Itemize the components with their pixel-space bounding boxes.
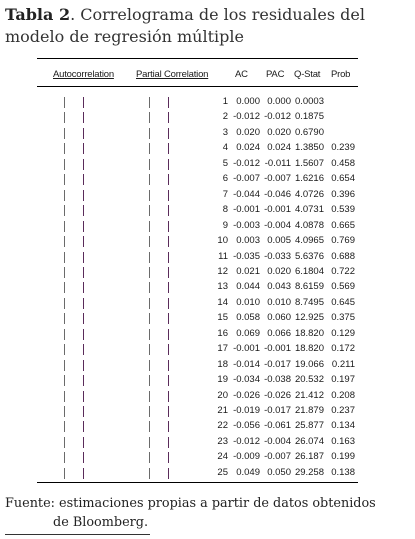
table-row xyxy=(37,234,358,249)
cell-prob: 0.134 xyxy=(331,420,355,432)
cell-qstat: 21.879 xyxy=(294,405,324,416)
pac-left-edge-bar xyxy=(149,329,150,340)
pac-left-edge-bar xyxy=(149,375,150,386)
cell-prob: 0.138 xyxy=(331,466,355,478)
ac-center-bar xyxy=(83,344,84,355)
cell-ac: -0.001 xyxy=(233,343,260,355)
cell-ac: -0.026 xyxy=(233,389,260,401)
ac-left-edge-bar xyxy=(64,97,65,108)
ac-center-bar xyxy=(83,313,84,324)
cell-pac: -0.026 xyxy=(264,389,291,401)
pac-center-bar xyxy=(168,375,169,386)
cell-pac: -0.017 xyxy=(264,405,291,416)
pac-left-edge-bar xyxy=(149,112,150,123)
ac-center-bar xyxy=(83,452,84,463)
table-row xyxy=(37,188,358,203)
ac-left-edge-bar xyxy=(64,174,65,185)
table-row xyxy=(37,141,358,156)
cell-ac: -0.034 xyxy=(233,374,260,386)
table-row xyxy=(37,95,358,110)
cell-qstat: 21.412 xyxy=(294,389,324,401)
cell-ac: 0.020 xyxy=(236,126,260,138)
cell-qstat: 8.7495 xyxy=(294,296,324,308)
cell-lag: 23 xyxy=(217,435,228,447)
cell-lag: 1 xyxy=(222,96,228,107)
cell-qstat: 8.6159 xyxy=(294,281,324,293)
cell-pac: 0.066 xyxy=(267,327,291,339)
cell-prob: 0.197 xyxy=(331,374,355,386)
cell-ac: 0.058 xyxy=(236,312,260,324)
ac-center-bar xyxy=(83,437,84,448)
cell-qstat: 4.0878 xyxy=(294,219,324,231)
cell-lag: 24 xyxy=(217,451,228,463)
cell-ac: 0.000 xyxy=(236,96,260,107)
table-row xyxy=(37,358,358,373)
pac-left-edge-bar xyxy=(149,313,150,324)
cell-ac: -0.019 xyxy=(233,405,260,416)
table-row xyxy=(37,296,358,311)
ac-center-bar xyxy=(83,375,84,386)
cell-lag: 15 xyxy=(217,312,228,324)
table-row xyxy=(37,250,358,265)
header-partial-correlation: Partial Correlation xyxy=(136,69,209,80)
ac-center-bar xyxy=(83,112,84,123)
cell-prob: 0.208 xyxy=(331,389,355,401)
cell-qstat: 1.3850 xyxy=(294,142,324,154)
table-row xyxy=(37,219,358,234)
cell-prob: 0.645 xyxy=(331,296,355,308)
ac-left-edge-bar xyxy=(64,421,65,432)
ac-center-bar xyxy=(83,159,84,170)
cell-pac: -0.017 xyxy=(264,358,291,370)
cell-prob: 0.375 xyxy=(331,312,355,324)
cell-lag: 9 xyxy=(222,219,228,231)
cell-qstat: 0.1875 xyxy=(294,111,324,123)
ac-left-edge-bar xyxy=(64,391,65,402)
pac-center-bar xyxy=(168,236,169,247)
pac-left-edge-bar xyxy=(149,97,150,108)
pac-left-edge-bar xyxy=(149,252,150,263)
cell-ac: 0.010 xyxy=(236,296,260,308)
pac-center-bar xyxy=(168,282,169,293)
ac-left-edge-bar xyxy=(64,329,65,340)
cell-ac: -0.056 xyxy=(233,420,260,432)
cell-pac: 0.043 xyxy=(267,281,291,293)
header-ac: AC xyxy=(235,69,248,80)
pac-left-edge-bar xyxy=(149,159,150,170)
cell-lag: 11 xyxy=(218,250,228,262)
ac-left-edge-bar xyxy=(64,190,65,201)
table-row xyxy=(37,435,358,450)
ac-left-edge-bar xyxy=(64,406,65,417)
pac-left-edge-bar xyxy=(149,282,150,293)
cell-lag: 8 xyxy=(222,204,228,216)
table-row xyxy=(37,203,358,218)
ac-center-bar xyxy=(83,236,84,247)
pac-left-edge-bar xyxy=(149,344,150,355)
cell-ac: -0.003 xyxy=(233,219,260,231)
cell-pac: -0.038 xyxy=(264,374,291,386)
pac-center-bar xyxy=(168,391,169,402)
cell-qstat: 5.6376 xyxy=(294,250,324,262)
ac-center-bar xyxy=(83,190,84,201)
ac-center-bar xyxy=(83,468,84,479)
cell-lag: 25 xyxy=(217,466,228,478)
cell-lag: 4 xyxy=(222,142,228,154)
cell-lag: 3 xyxy=(222,126,228,138)
cell-ac: -0.014 xyxy=(233,358,260,370)
cell-pac: 0.024 xyxy=(267,142,291,154)
cell-lag: 22 xyxy=(217,420,228,432)
pac-center-bar xyxy=(168,421,169,432)
pac-center-bar xyxy=(168,174,169,185)
pac-center-bar xyxy=(168,329,169,340)
pac-left-edge-bar xyxy=(149,391,150,402)
table-caption xyxy=(5,4,410,48)
pac-center-bar xyxy=(168,406,169,417)
pac-center-bar xyxy=(168,205,169,216)
pac-left-edge-bar xyxy=(149,406,150,417)
cell-ac: 0.003 xyxy=(236,235,260,247)
cell-ac: 0.024 xyxy=(236,142,260,154)
cell-pac: 0.050 xyxy=(267,466,291,478)
pac-center-bar xyxy=(168,221,169,232)
header-prob: Prob xyxy=(331,69,351,80)
ac-left-edge-bar xyxy=(64,159,65,170)
ac-center-bar xyxy=(83,406,84,417)
cell-prob: 0.163 xyxy=(331,435,355,447)
table-row xyxy=(37,280,358,295)
cell-lag: 14 xyxy=(217,296,228,308)
pac-center-bar xyxy=(168,437,169,448)
ac-center-bar xyxy=(83,143,84,154)
ac-center-bar xyxy=(83,221,84,232)
table-row xyxy=(37,157,358,172)
pac-center-bar xyxy=(168,267,169,278)
cell-qstat: 19.066 xyxy=(294,358,324,370)
cell-lag: 19 xyxy=(217,374,228,386)
cell-ac: 0.049 xyxy=(236,466,260,478)
cell-lag: 16 xyxy=(217,327,228,339)
pac-center-bar xyxy=(168,159,169,170)
cell-ac: 0.044 xyxy=(236,281,260,293)
table-row xyxy=(37,126,358,141)
table-row xyxy=(37,419,358,434)
ac-left-edge-bar xyxy=(64,344,65,355)
cell-prob: 0.239 xyxy=(331,142,355,154)
cell-pac: -0.001 xyxy=(264,204,291,216)
ac-left-edge-bar xyxy=(64,112,65,123)
correlogram-table xyxy=(37,55,358,485)
pac-center-bar xyxy=(168,452,169,463)
cell-qstat: 4.0965 xyxy=(294,235,324,247)
ac-center-bar xyxy=(83,252,84,263)
cell-qstat: 1.6216 xyxy=(294,173,324,185)
ac-left-edge-bar xyxy=(64,221,65,232)
ac-left-edge-bar xyxy=(64,313,65,324)
cell-qstat: 1.5607 xyxy=(294,157,324,169)
ac-left-edge-bar xyxy=(64,468,65,479)
ac-left-edge-bar xyxy=(64,452,65,463)
table-row xyxy=(37,342,358,357)
cell-pac: 0.005 xyxy=(267,235,291,247)
ac-center-bar xyxy=(83,360,84,371)
cell-qstat: 29.258 xyxy=(294,466,324,478)
cell-pac: -0.012 xyxy=(264,111,291,123)
cell-ac: -0.007 xyxy=(233,173,260,185)
cell-qstat: 18.820 xyxy=(294,343,324,355)
pac-center-bar xyxy=(168,190,169,201)
cell-lag: 17 xyxy=(217,343,228,355)
cell-prob: 0.539 xyxy=(331,204,355,216)
cell-pac: -0.007 xyxy=(264,451,291,463)
pac-center-bar xyxy=(168,313,169,324)
cell-pac: 0.060 xyxy=(267,312,291,324)
pac-left-edge-bar xyxy=(149,128,150,139)
pac-left-edge-bar xyxy=(149,190,150,201)
cell-lag: 20 xyxy=(217,389,228,401)
cell-qstat: 25.877 xyxy=(294,420,324,432)
pac-center-bar xyxy=(168,143,169,154)
cell-prob: 0.654 xyxy=(331,173,355,185)
cell-prob: 0.458 xyxy=(331,157,355,169)
pac-left-edge-bar xyxy=(149,236,150,247)
cell-prob: 0.569 xyxy=(331,281,355,293)
pac-left-edge-bar xyxy=(149,143,150,154)
cell-qstat: 26.074 xyxy=(294,435,324,447)
cell-ac: -0.012 xyxy=(233,435,260,447)
ac-left-edge-bar xyxy=(64,360,65,371)
caption-text: . Correlograma de los residuales del modelo de regresión múltiple xyxy=(5,5,365,46)
ac-center-bar xyxy=(83,298,84,309)
ac-left-edge-bar xyxy=(64,282,65,293)
header-rule xyxy=(37,86,358,87)
top-rule xyxy=(37,58,358,59)
cell-pac: 0.020 xyxy=(267,126,291,138)
cell-ac: -0.012 xyxy=(233,157,260,169)
cell-ac: 0.069 xyxy=(236,327,260,339)
footer-rule xyxy=(5,534,150,535)
cell-prob: 0.172 xyxy=(331,343,355,355)
pac-center-bar xyxy=(168,468,169,479)
table-row xyxy=(37,466,358,481)
source-line-2: de Bloomberg. xyxy=(53,515,149,530)
pac-center-bar xyxy=(168,360,169,371)
cell-qstat: 26.187 xyxy=(294,451,324,463)
cell-prob: 0.396 xyxy=(331,188,355,200)
cell-ac: 0.021 xyxy=(236,265,260,277)
table-row xyxy=(37,327,358,342)
cell-lag: 5 xyxy=(222,157,228,169)
cell-pac: -0.011 xyxy=(264,157,291,169)
pac-left-edge-bar xyxy=(149,437,150,448)
cell-qstat: 20.532 xyxy=(294,374,324,386)
cell-pac: -0.061 xyxy=(264,420,291,432)
cell-prob: 0.665 xyxy=(331,219,355,231)
pac-left-edge-bar xyxy=(149,267,150,278)
table-row xyxy=(37,311,358,326)
cell-pac: -0.046 xyxy=(264,188,291,200)
cell-ac: -0.044 xyxy=(233,188,260,200)
cell-qstat: 12.925 xyxy=(294,312,324,324)
ac-center-bar xyxy=(83,282,84,293)
ac-left-edge-bar xyxy=(64,267,65,278)
source-line-1: Fuente: estimaciones propias a partir de datos obtenidos xyxy=(5,496,376,511)
table-row xyxy=(37,110,358,125)
cell-lag: 2 xyxy=(222,111,228,123)
table-row xyxy=(37,404,358,419)
ac-left-edge-bar xyxy=(64,143,65,154)
cell-ac: -0.001 xyxy=(233,204,260,216)
header-autocorrelation: Autocorrelation xyxy=(53,69,114,80)
ac-center-bar xyxy=(83,421,84,432)
cell-pac: 0.010 xyxy=(267,296,291,308)
ac-center-bar xyxy=(83,128,84,139)
pac-left-edge-bar xyxy=(149,298,150,309)
cell-lag: 10 xyxy=(217,235,228,247)
table-row xyxy=(37,265,358,280)
header-pac: PAC xyxy=(266,69,285,80)
bottom-rule xyxy=(37,482,358,483)
cell-prob: 0.237 xyxy=(331,405,355,416)
cell-qstat: 4.0726 xyxy=(294,188,324,200)
cell-lag: 18 xyxy=(217,358,228,370)
cell-pac: -0.001 xyxy=(264,343,291,355)
table-row xyxy=(37,373,358,388)
ac-center-bar xyxy=(83,205,84,216)
pac-center-bar xyxy=(168,128,169,139)
cell-pac: -0.033 xyxy=(264,250,291,262)
cell-pac: -0.004 xyxy=(264,219,291,231)
source-note xyxy=(5,494,410,532)
ac-center-bar xyxy=(83,391,84,402)
cell-ac: -0.035 xyxy=(233,250,260,262)
cell-pac: -0.004 xyxy=(264,435,291,447)
pac-center-bar xyxy=(168,298,169,309)
cell-pac: 0.000 xyxy=(267,96,291,107)
cell-prob: 0.199 xyxy=(331,451,355,463)
ac-center-bar xyxy=(83,329,84,340)
ac-left-edge-bar xyxy=(64,437,65,448)
cell-prob: 0.211 xyxy=(331,358,355,370)
cell-pac: -0.007 xyxy=(264,173,291,185)
pac-left-edge-bar xyxy=(149,205,150,216)
cell-prob: 0.769 xyxy=(331,235,355,247)
cell-lag: 12 xyxy=(217,265,228,277)
ac-center-bar xyxy=(83,267,84,278)
pac-center-bar xyxy=(168,97,169,108)
pac-left-edge-bar xyxy=(149,452,150,463)
ac-left-edge-bar xyxy=(64,128,65,139)
cell-qstat: 18.820 xyxy=(294,327,324,339)
ac-left-edge-bar xyxy=(64,205,65,216)
cell-qstat: 0.0003 xyxy=(294,96,324,107)
pac-center-bar xyxy=(168,344,169,355)
caption-label: Tabla 2 xyxy=(5,5,71,24)
cell-qstat: 4.0731 xyxy=(294,204,324,216)
ac-left-edge-bar xyxy=(64,236,65,247)
cell-pac: 0.020 xyxy=(267,265,291,277)
pac-left-edge-bar xyxy=(149,468,150,479)
cell-qstat: 0.6790 xyxy=(294,126,324,138)
cell-qstat: 6.1804 xyxy=(294,265,324,277)
cell-ac: -0.012 xyxy=(233,111,260,123)
ac-left-edge-bar xyxy=(64,298,65,309)
cell-lag: 7 xyxy=(222,188,228,200)
cell-lag: 6 xyxy=(222,173,228,185)
pac-left-edge-bar xyxy=(149,421,150,432)
cell-ac: -0.009 xyxy=(233,451,260,463)
table-row xyxy=(37,389,358,404)
table-row xyxy=(37,172,358,187)
pac-center-bar xyxy=(168,252,169,263)
pac-left-edge-bar xyxy=(149,221,150,232)
ac-left-edge-bar xyxy=(64,375,65,386)
cell-prob: 0.688 xyxy=(331,250,355,262)
ac-left-edge-bar xyxy=(64,252,65,263)
header-qstat: Q-Stat xyxy=(294,69,321,80)
pac-left-edge-bar xyxy=(149,360,150,371)
cell-lag: 21 xyxy=(217,405,228,416)
cell-lag: 13 xyxy=(217,281,228,293)
pac-left-edge-bar xyxy=(149,174,150,185)
cell-prob: 0.722 xyxy=(331,265,355,277)
cell-prob: 0.129 xyxy=(331,327,355,339)
pac-center-bar xyxy=(168,112,169,123)
table-row xyxy=(37,450,358,465)
ac-center-bar xyxy=(83,97,84,108)
ac-center-bar xyxy=(83,174,84,185)
